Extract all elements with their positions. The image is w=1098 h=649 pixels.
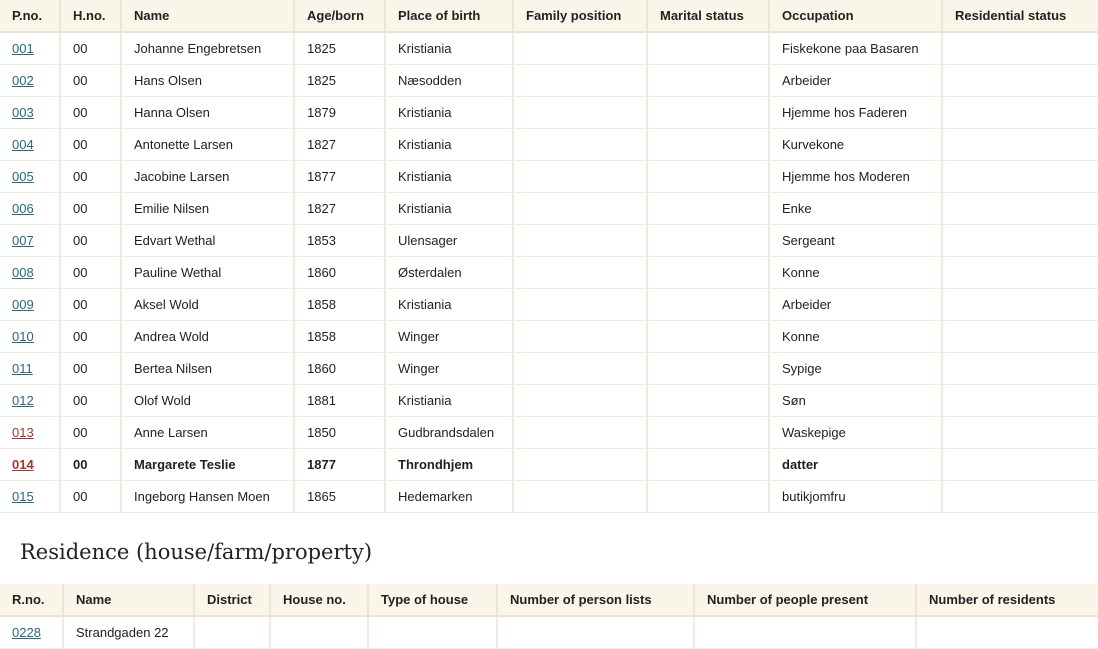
- col-header-family-position[interactable]: Family position: [514, 0, 648, 33]
- birthplace-cell: Winger: [386, 321, 514, 353]
- table-row: [0, 321, 1098, 353]
- residential-status-cell: [943, 481, 1098, 513]
- family-position-cell: [514, 289, 648, 321]
- residential-status-cell: [943, 353, 1098, 385]
- household-number-cell: 00: [61, 385, 122, 417]
- person-number-cell: [0, 65, 61, 97]
- occupation-cell: Søn: [770, 385, 943, 417]
- residence-table: [0, 584, 1098, 649]
- person-name-cell: Anne Larsen: [122, 417, 295, 449]
- residential-status-cell: [943, 321, 1098, 353]
- occupation-cell: Kurvekone: [770, 129, 943, 161]
- person-name-cell: Jacobine Larsen: [122, 161, 295, 193]
- person-name-cell: Margarete Teslie: [122, 449, 295, 481]
- col-header-rno[interactable]: R.no.: [0, 584, 64, 617]
- residential-status-cell: [943, 417, 1098, 449]
- person-name-cell: Pauline Wethal: [122, 257, 295, 289]
- person-lists-cell: [498, 617, 695, 649]
- col-header-marital-status[interactable]: Marital status: [648, 0, 770, 33]
- person-number-link[interactable]: 003: [12, 105, 34, 120]
- person-name-cell: Ingeborg Hansen Moen: [122, 481, 295, 513]
- birth-year-cell: 1865: [295, 481, 386, 513]
- table-row: [0, 33, 1098, 65]
- occupation-cell: Konne: [770, 321, 943, 353]
- person-name-cell: Hanna Olsen: [122, 97, 295, 129]
- person-name-cell: Edvart Wethal: [122, 225, 295, 257]
- birthplace-cell: Kristiania: [386, 33, 514, 65]
- person-number-cell: [0, 225, 61, 257]
- table-row: [0, 385, 1098, 417]
- table-row: [0, 161, 1098, 193]
- person-number-cell: [0, 161, 61, 193]
- marital-status-cell: [648, 161, 770, 193]
- household-number-cell: 00: [61, 129, 122, 161]
- person-number-cell: [0, 353, 61, 385]
- person-number-cell: [0, 417, 61, 449]
- residential-status-cell: [943, 97, 1098, 129]
- marital-status-cell: [648, 257, 770, 289]
- residential-status-cell: [943, 65, 1098, 97]
- residence-number-cell: [0, 617, 64, 649]
- birth-year-cell: 1881: [295, 385, 386, 417]
- birth-year-cell: 1825: [295, 65, 386, 97]
- marital-status-cell: [648, 193, 770, 225]
- person-number-cell: [0, 385, 61, 417]
- household-number-cell: 00: [61, 449, 122, 481]
- marital-status-cell: [648, 289, 770, 321]
- birth-year-cell: 1825: [295, 33, 386, 65]
- residence-number-link[interactable]: 0228: [12, 625, 41, 640]
- birthplace-cell: Hedemarken: [386, 481, 514, 513]
- house-number-cell: [271, 617, 369, 649]
- marital-status-cell: [648, 385, 770, 417]
- household-number-cell: 00: [61, 33, 122, 65]
- birthplace-cell: Kristiania: [386, 289, 514, 321]
- occupation-cell: Fiskekone paa Basaren: [770, 33, 943, 65]
- family-position-cell: [514, 353, 648, 385]
- residential-status-cell: [943, 33, 1098, 65]
- birthplace-cell: Kristiania: [386, 385, 514, 417]
- marital-status-cell: [648, 481, 770, 513]
- person-number-link[interactable]: 006: [12, 201, 34, 216]
- person-number-link[interactable]: 009: [12, 297, 34, 312]
- birth-year-cell: 1850: [295, 417, 386, 449]
- marital-status-cell: [648, 129, 770, 161]
- persons-body: [0, 33, 1098, 513]
- residential-status-cell: [943, 193, 1098, 225]
- person-name-cell: Hans Olsen: [122, 65, 295, 97]
- person-number-cell: [0, 129, 61, 161]
- person-number-link[interactable]: 014: [12, 457, 34, 472]
- col-header-residence-name[interactable]: Name: [64, 584, 195, 617]
- marital-status-cell: [648, 321, 770, 353]
- residential-status-cell: [943, 129, 1098, 161]
- residential-status-cell: [943, 161, 1098, 193]
- col-header-age-born[interactable]: Age/born: [295, 0, 386, 33]
- family-position-cell: [514, 225, 648, 257]
- occupation-cell: Sergeant: [770, 225, 943, 257]
- household-number-cell: 00: [61, 257, 122, 289]
- residential-status-cell: [943, 289, 1098, 321]
- household-number-cell: 00: [61, 321, 122, 353]
- household-number-cell: 00: [61, 161, 122, 193]
- table-row: [0, 257, 1098, 289]
- person-number-cell: [0, 257, 61, 289]
- birthplace-cell: Gudbrandsdalen: [386, 417, 514, 449]
- table-row: [0, 193, 1098, 225]
- birth-year-cell: 1853: [295, 225, 386, 257]
- table-row: [0, 449, 1098, 481]
- person-name-cell: Andrea Wold: [122, 321, 295, 353]
- household-number-cell: 00: [61, 417, 122, 449]
- marital-status-cell: [648, 33, 770, 65]
- residence-header-row: [0, 584, 1098, 617]
- person-number-cell: [0, 33, 61, 65]
- person-name-cell: Johanne Engebretsen: [122, 33, 295, 65]
- household-number-cell: 00: [61, 225, 122, 257]
- occupation-cell: butikjomfru: [770, 481, 943, 513]
- table-row: [0, 481, 1098, 513]
- birthplace-cell: Kristiania: [386, 161, 514, 193]
- district-cell: [195, 617, 271, 649]
- table-row: [0, 417, 1098, 449]
- birthplace-cell: Throndhjem: [386, 449, 514, 481]
- birthplace-cell: Winger: [386, 353, 514, 385]
- occupation-cell: Sypige: [770, 353, 943, 385]
- person-name-cell: Bertea Nilsen: [122, 353, 295, 385]
- birthplace-cell: Østerdalen: [386, 257, 514, 289]
- col-header-house-no[interactable]: House no.: [271, 584, 369, 617]
- person-number-cell: [0, 481, 61, 513]
- occupation-cell: Waskepige: [770, 417, 943, 449]
- birthplace-cell: Kristiania: [386, 97, 514, 129]
- person-number-cell: [0, 321, 61, 353]
- table-row: [0, 129, 1098, 161]
- marital-status-cell: [648, 417, 770, 449]
- family-position-cell: [514, 193, 648, 225]
- col-header-people-present[interactable]: Number of people present: [695, 584, 917, 617]
- family-position-cell: [514, 481, 648, 513]
- house-type-cell: [369, 617, 498, 649]
- person-number-link[interactable]: 015: [12, 489, 34, 504]
- occupation-cell: datter: [770, 449, 943, 481]
- col-header-person-lists[interactable]: Number of person lists: [498, 584, 695, 617]
- birth-year-cell: 1860: [295, 353, 386, 385]
- col-header-type-of-house[interactable]: Type of house: [369, 584, 498, 617]
- person-number-link[interactable]: 007: [12, 233, 34, 248]
- person-number-link[interactable]: 012: [12, 393, 34, 408]
- family-position-cell: [514, 97, 648, 129]
- marital-status-cell: [648, 353, 770, 385]
- col-header-residential-status[interactable]: Residential status: [943, 0, 1098, 33]
- person-number-link[interactable]: 013: [12, 425, 34, 440]
- occupation-cell: Arbeider: [770, 65, 943, 97]
- household-number-cell: 00: [61, 353, 122, 385]
- col-header-residents[interactable]: Number of residents: [917, 584, 1098, 617]
- birth-year-cell: 1877: [295, 161, 386, 193]
- table-row: [0, 65, 1098, 97]
- person-number-cell: [0, 289, 61, 321]
- table-row: [0, 225, 1098, 257]
- col-header-place-of-birth[interactable]: Place of birth: [386, 0, 514, 33]
- birth-year-cell: 1860: [295, 257, 386, 289]
- col-header-pno[interactable]: P.no.: [0, 0, 61, 33]
- birthplace-cell: Kristiania: [386, 129, 514, 161]
- person-number-link[interactable]: 005: [12, 169, 34, 184]
- occupation-cell: Hjemme hos Faderen: [770, 97, 943, 129]
- people-present-cell: [695, 617, 917, 649]
- occupation-cell: Arbeider: [770, 289, 943, 321]
- col-header-name[interactable]: Name: [122, 0, 295, 33]
- birth-year-cell: 1827: [295, 129, 386, 161]
- family-position-cell: [514, 385, 648, 417]
- occupation-cell: Konne: [770, 257, 943, 289]
- family-position-cell: [514, 33, 648, 65]
- marital-status-cell: [648, 97, 770, 129]
- person-number-link[interactable]: 002: [12, 73, 34, 88]
- residence-section-heading: Residence (house/farm/property): [20, 540, 373, 564]
- family-position-cell: [514, 257, 648, 289]
- residential-status-cell: [943, 385, 1098, 417]
- family-position-cell: [514, 449, 648, 481]
- birth-year-cell: 1879: [295, 97, 386, 129]
- family-position-cell: [514, 65, 648, 97]
- persons-header-row: [0, 0, 1098, 33]
- residence-body: [0, 617, 1098, 649]
- residential-status-cell: [943, 225, 1098, 257]
- occupation-cell: Hjemme hos Moderen: [770, 161, 943, 193]
- marital-status-cell: [648, 449, 770, 481]
- residential-status-cell: [943, 449, 1098, 481]
- birth-year-cell: 1827: [295, 193, 386, 225]
- birthplace-cell: Næsodden: [386, 65, 514, 97]
- marital-status-cell: [648, 65, 770, 97]
- person-number-link[interactable]: 008: [12, 265, 34, 280]
- family-position-cell: [514, 417, 648, 449]
- person-number-cell: [0, 193, 61, 225]
- person-name-cell: Emilie Nilsen: [122, 193, 295, 225]
- person-name-cell: Olof Wold: [122, 385, 295, 417]
- table-row: [0, 289, 1098, 321]
- marital-status-cell: [648, 225, 770, 257]
- table-row: [0, 97, 1098, 129]
- col-header-hno[interactable]: H.no.: [61, 0, 122, 33]
- col-header-occupation[interactable]: Occupation: [770, 0, 943, 33]
- family-position-cell: [514, 129, 648, 161]
- person-number-link[interactable]: 011: [12, 361, 33, 376]
- residents-cell: [917, 617, 1098, 649]
- person-name-cell: Antonette Larsen: [122, 129, 295, 161]
- person-name-cell: Aksel Wold: [122, 289, 295, 321]
- birthplace-cell: Kristiania: [386, 193, 514, 225]
- table-row: [0, 617, 1098, 649]
- residential-status-cell: [943, 257, 1098, 289]
- household-number-cell: 00: [61, 65, 122, 97]
- birth-year-cell: 1858: [295, 289, 386, 321]
- table-row: [0, 353, 1098, 385]
- household-number-cell: 00: [61, 193, 122, 225]
- person-number-link[interactable]: 010: [12, 329, 34, 344]
- birth-year-cell: 1877: [295, 449, 386, 481]
- birth-year-cell: 1858: [295, 321, 386, 353]
- family-position-cell: [514, 161, 648, 193]
- household-number-cell: 00: [61, 481, 122, 513]
- family-position-cell: [514, 321, 648, 353]
- residence-name-cell: Strandgaden 22: [64, 617, 195, 649]
- birthplace-cell: Ulensager: [386, 225, 514, 257]
- person-number-cell: [0, 97, 61, 129]
- col-header-district[interactable]: District: [195, 584, 271, 617]
- household-number-cell: 00: [61, 97, 122, 129]
- household-number-cell: 00: [61, 289, 122, 321]
- person-number-link[interactable]: 001: [12, 41, 34, 56]
- person-number-cell: [0, 449, 61, 481]
- person-number-link[interactable]: 004: [12, 137, 34, 152]
- occupation-cell: Enke: [770, 193, 943, 225]
